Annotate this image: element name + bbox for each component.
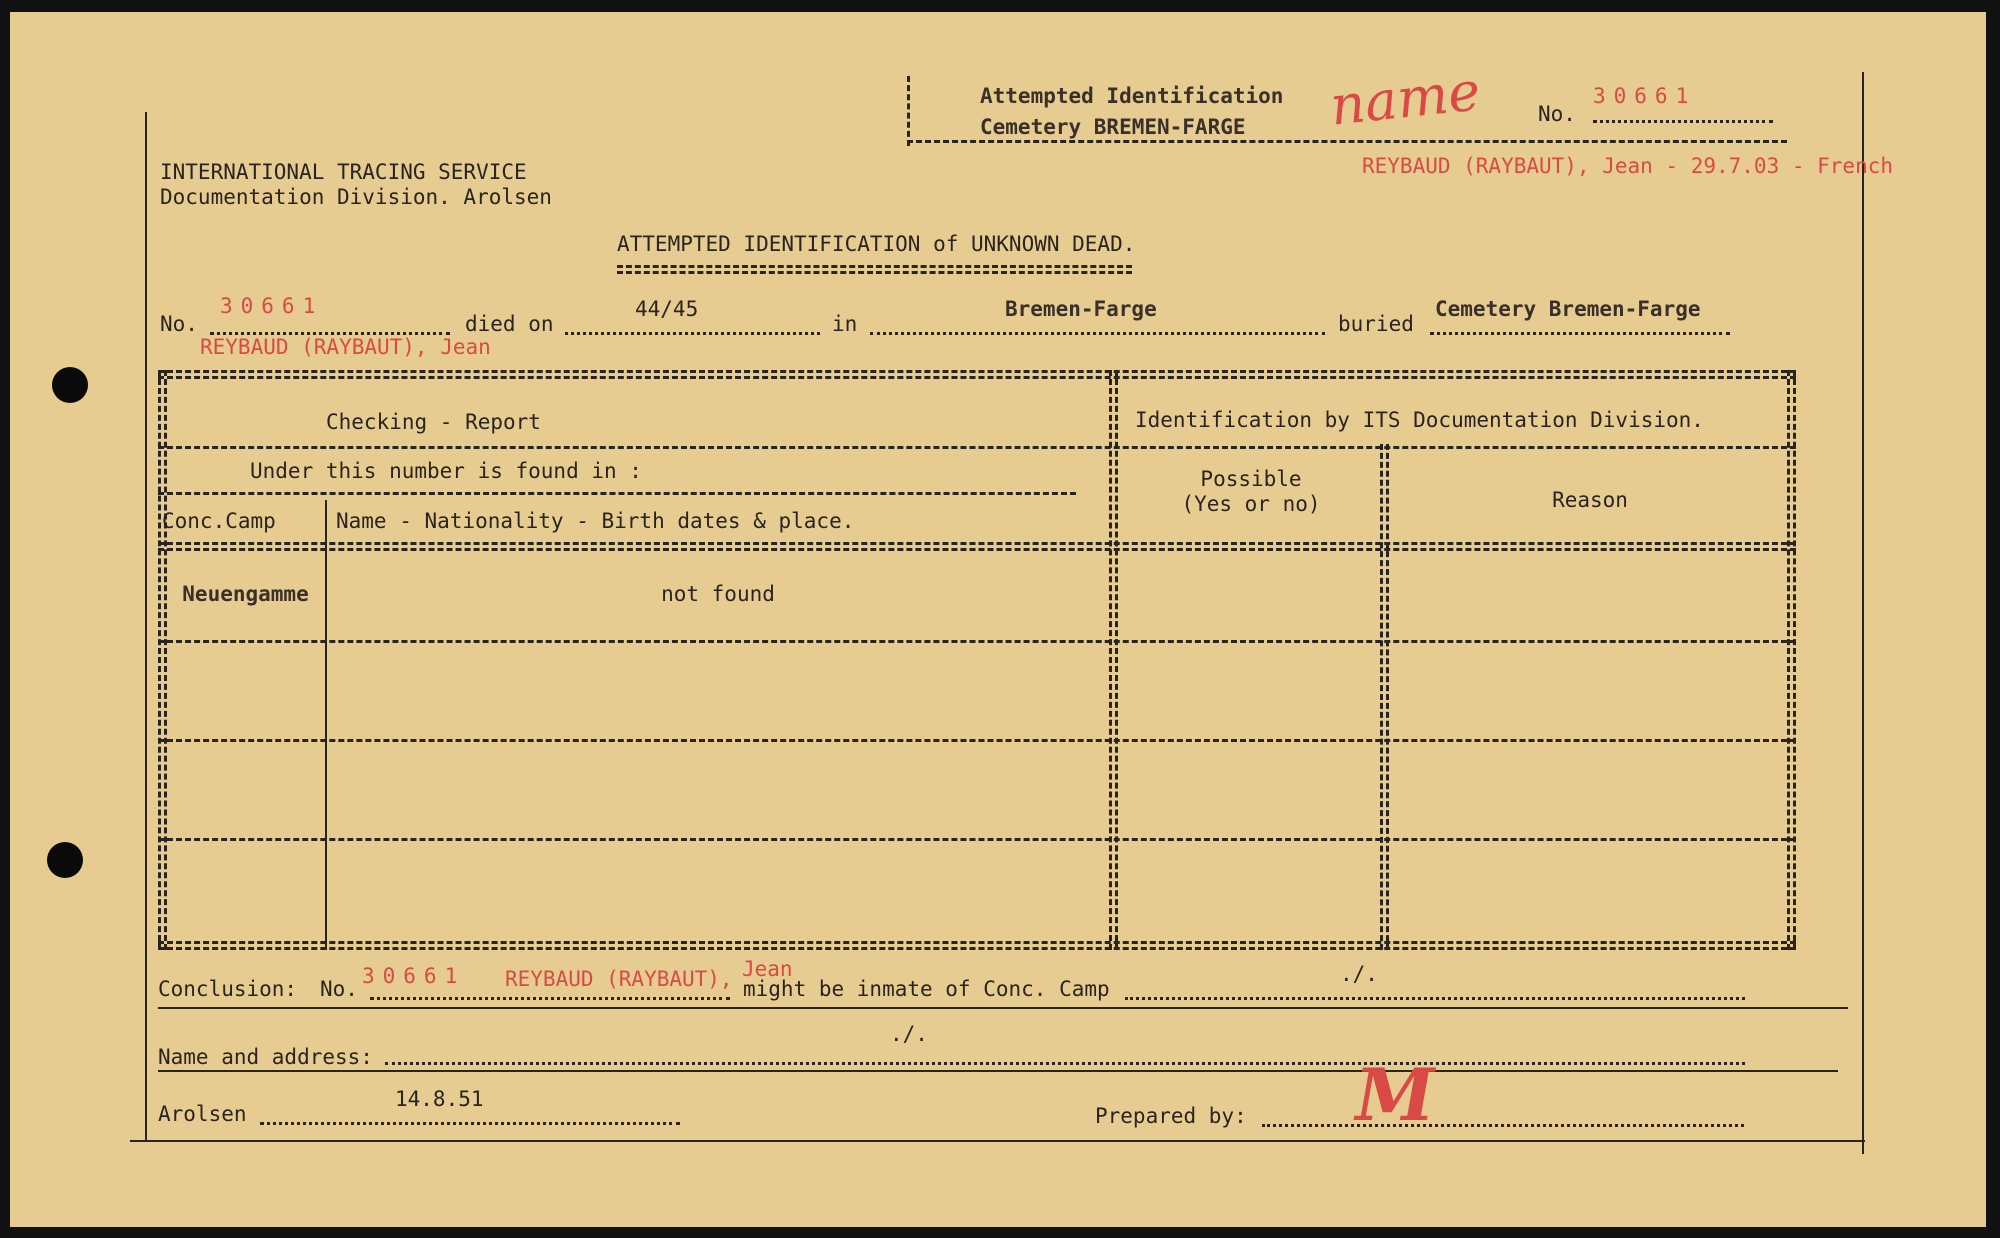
col-reason-header: Reason <box>1552 488 1628 512</box>
table-middle-divider <box>1109 370 1118 950</box>
row-camp-cell: Neuengamme <box>182 582 309 606</box>
stamp-underline <box>907 140 1787 143</box>
record-no-value: 30661 <box>220 294 324 318</box>
org-name: INTERNATIONAL TRACING SERVICE <box>160 160 527 184</box>
conclusion-rule <box>158 1007 1848 1009</box>
identification-header: Identification by ITS Documentation Division. <box>1135 408 1704 432</box>
left-border <box>145 112 147 1142</box>
died-label: died on <box>465 312 554 336</box>
table-top-border <box>158 370 1796 379</box>
table-left-border <box>158 370 167 950</box>
col-possible-header: Possible <box>1200 467 1302 491</box>
name-address-value: ./. <box>890 1022 928 1046</box>
prepared-by-label: Prepared by: <box>1095 1104 1247 1128</box>
stamp-border <box>907 76 910 146</box>
name-address-rule <box>158 1070 1838 1072</box>
in-label: in <box>832 312 858 336</box>
column-header-rule <box>158 542 1796 551</box>
table-bottom-border <box>158 941 1796 950</box>
conclusion-text: might be inmate of Conc. Camp <box>743 977 1110 1001</box>
in-dots <box>870 332 1325 335</box>
footer-place: Arolsen <box>158 1102 247 1126</box>
bottom-border <box>130 1140 1865 1142</box>
page-title: ATTEMPTED IDENTIFICATION of UNKNOWN DEAD. <box>617 232 1136 256</box>
stamp-line-2: Cemetery BREMEN-FARGE <box>980 115 1246 139</box>
footer-date: 14.8.51 <box>395 1087 484 1111</box>
row-rule <box>158 739 1796 742</box>
col-camp-header: Conc.Camp <box>162 509 276 533</box>
buried-label: buried <box>1338 312 1414 336</box>
subheader: Under this number is found in : <box>250 459 642 483</box>
record-name: REYBAUD (RAYBAUT), Jean <box>200 335 491 359</box>
conclusion-label: Conclusion: <box>158 977 298 1001</box>
header-rule <box>158 446 1796 449</box>
subheader-rule <box>158 492 1076 495</box>
row-rule <box>158 640 1796 643</box>
conclusion-no-value: 30661 <box>362 964 466 988</box>
conclusion-no-label: No. <box>320 977 358 1001</box>
died-value: 44/45 <box>635 297 699 321</box>
top-no-dots <box>1593 120 1773 123</box>
name-address-dots <box>385 1062 1745 1065</box>
stamp-line-1: Attempted Identification <box>980 84 1284 108</box>
conclusion-camp-dots <box>1125 997 1745 1000</box>
buried-value: Cemetery Bremen-Farge <box>1435 297 1701 321</box>
signature: M <box>1347 1052 1443 1137</box>
conclusion-camp-value: ./. <box>1340 962 1378 986</box>
conclusion-no-dots <box>370 997 730 1000</box>
title-underline <box>617 265 1132 274</box>
row-rule <box>158 838 1796 841</box>
punch-hole <box>47 842 83 878</box>
document-card <box>10 12 1986 1227</box>
conclusion-name-first: Jean <box>742 957 793 981</box>
table-reason-divider <box>1380 444 1389 950</box>
top-no-label: No. <box>1538 102 1576 126</box>
died-dots <box>565 332 820 335</box>
buried-dots <box>1430 332 1730 335</box>
col-possible-subheader: (Yes or no) <box>1181 492 1321 516</box>
right-border <box>1862 72 1864 1154</box>
punch-hole <box>52 367 88 403</box>
conclusion-name: REYBAUD (RAYBAUT), <box>505 967 733 991</box>
table-camp-divider <box>325 500 327 950</box>
top-no-value: 30661 <box>1593 84 1697 108</box>
table-right-border <box>1787 370 1796 950</box>
record-no-label: No. <box>160 312 198 336</box>
prepared-by-dots <box>1262 1124 1744 1127</box>
header-name-line: REYBAUD (RAYBAUT), Jean - 29.7.03 - French <box>1362 154 1894 178</box>
col-name-header: Name - Nationality - Birth dates & place. <box>336 509 855 533</box>
checking-report-header: Checking - Report <box>326 410 541 434</box>
row-name-cell: not found <box>661 582 775 606</box>
name-address-label: Name and address: <box>158 1045 373 1069</box>
in-value: Bremen-Farge <box>1005 297 1157 321</box>
footer-date-dots <box>260 1122 680 1125</box>
handwritten-scribble: name <box>1327 59 1484 138</box>
org-division: Documentation Division. Arolsen <box>160 185 552 209</box>
